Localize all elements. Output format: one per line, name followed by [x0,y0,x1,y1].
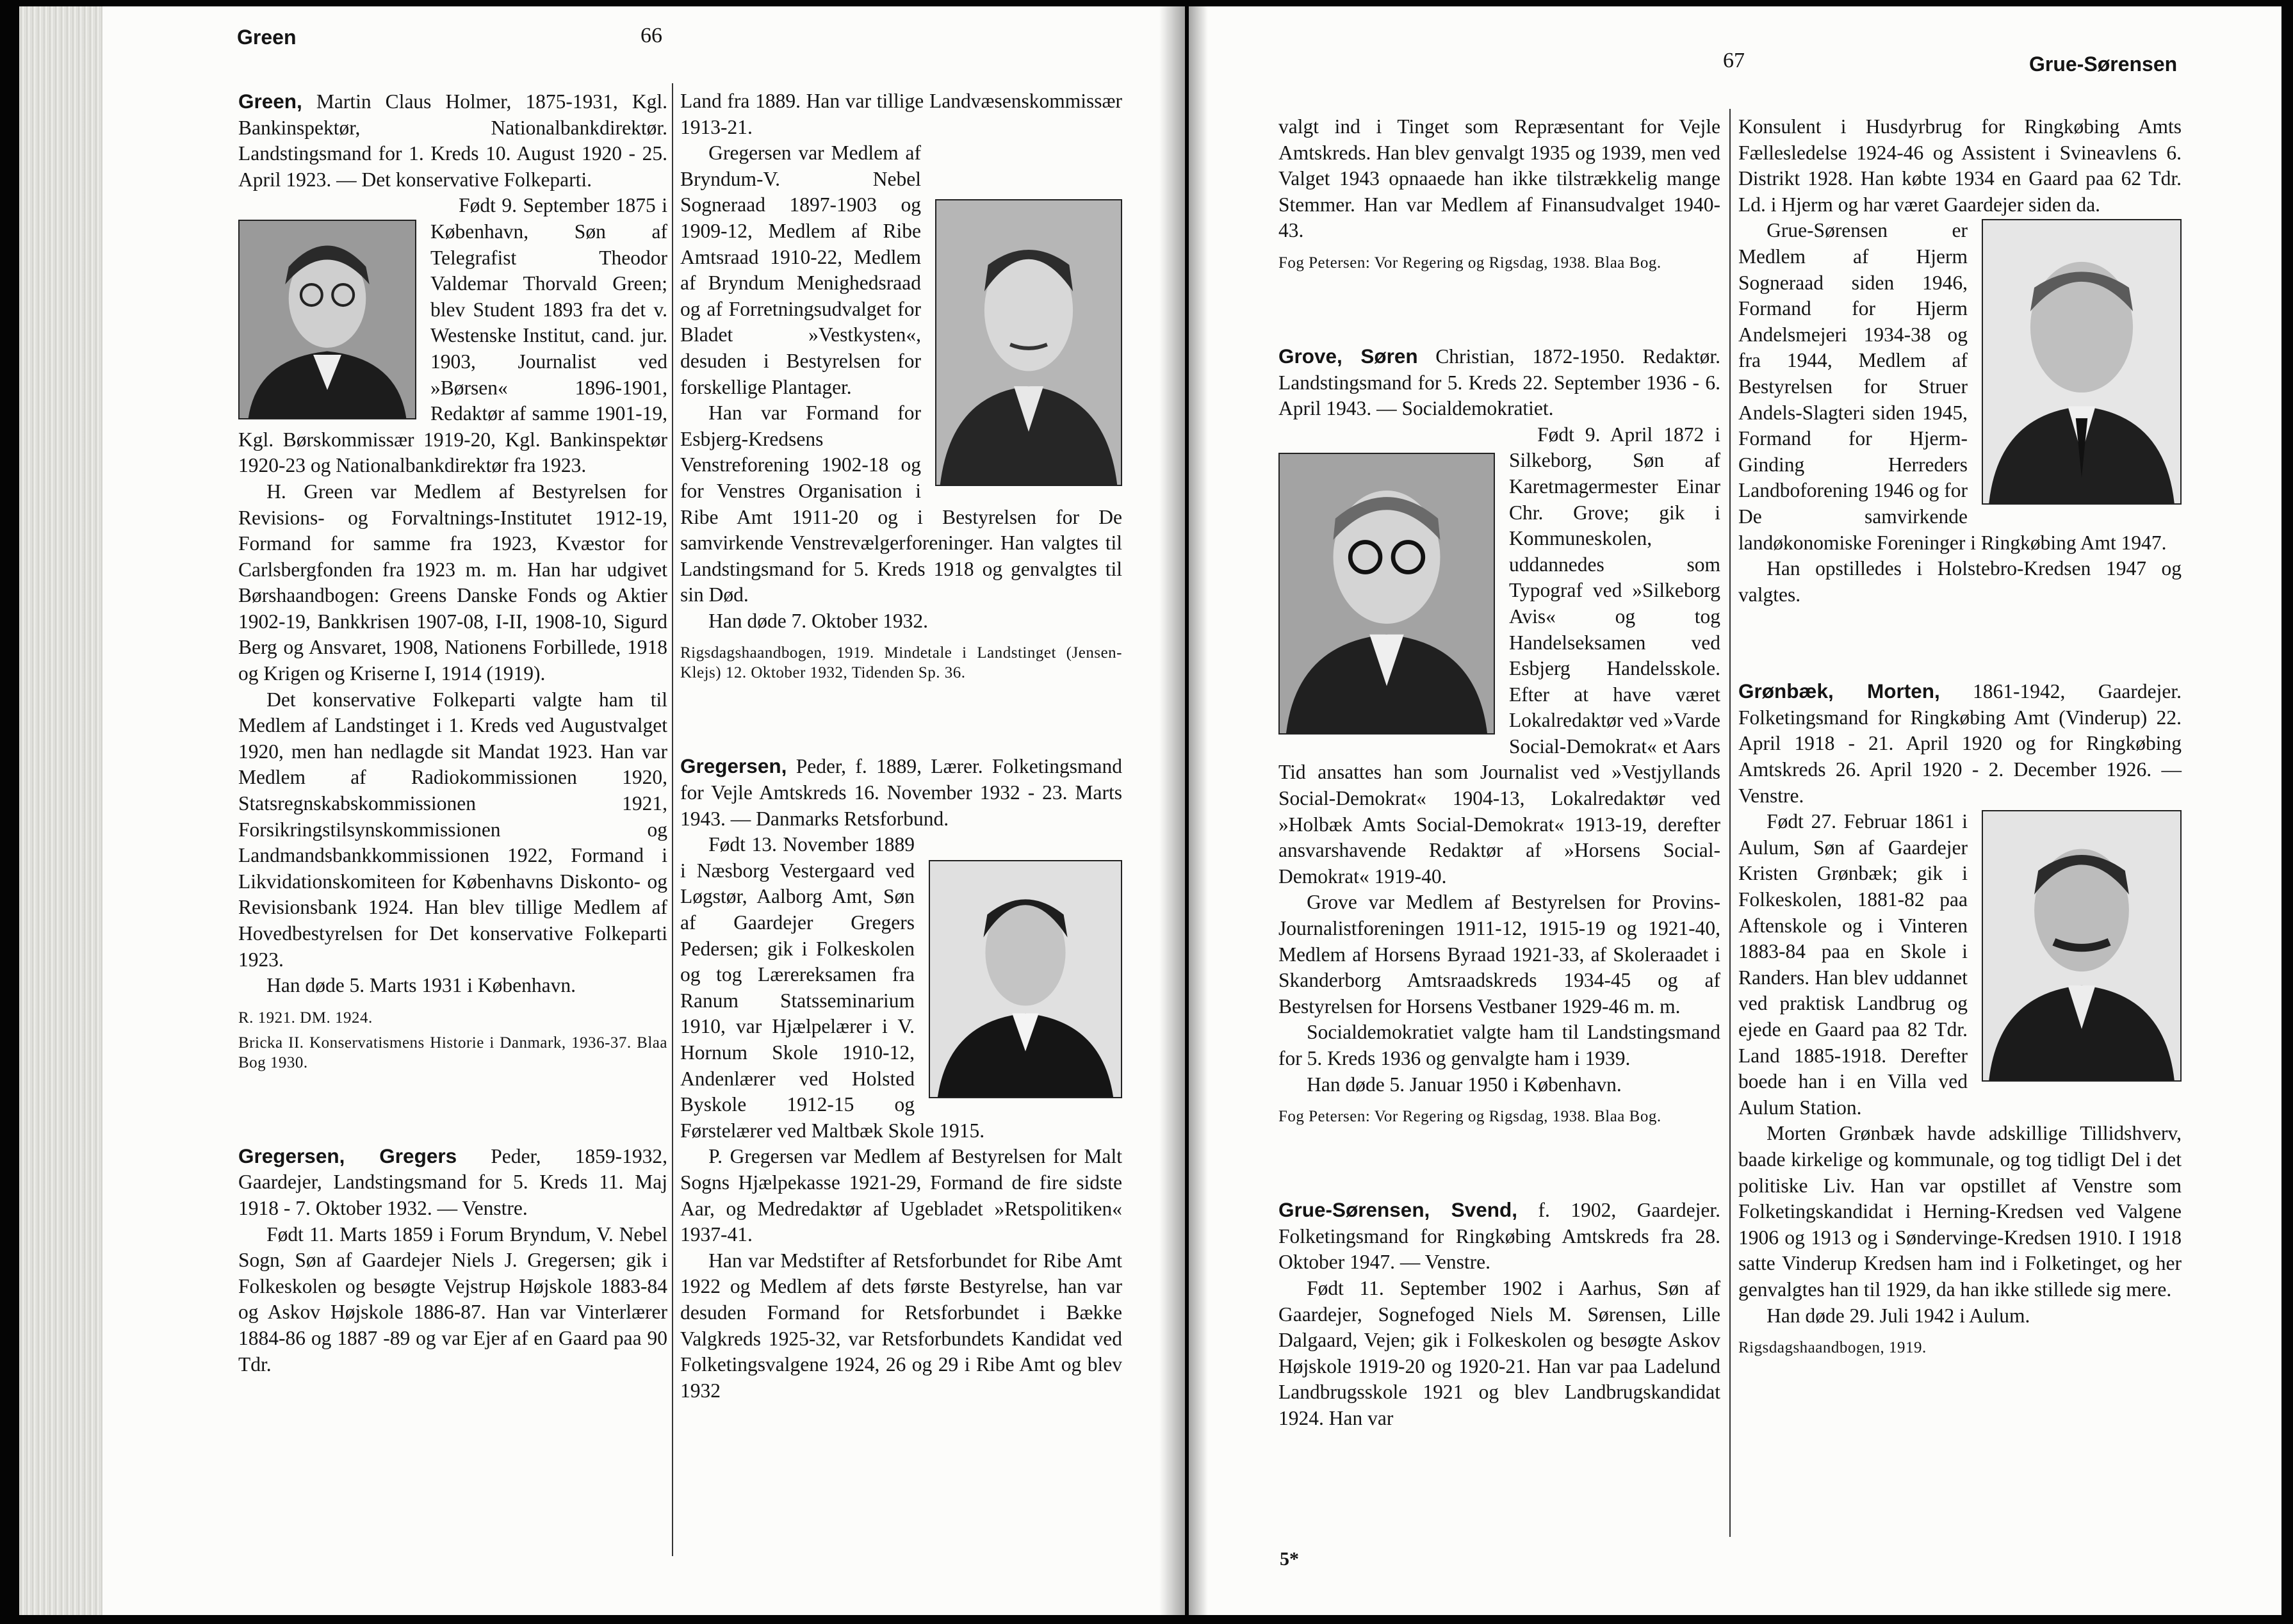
entry-green-text: Født 9. September 1875 i København, Søn af Telegrafist Theodor Valdemar Thorvald Green; blev Student 1893 fra det v. Westenske Institut, cand. jur. 1903, Journalist ved »Børsen« 1896-1901, Redaktør af samme 1901-19, Kgl. Børskommissær 1919-20, Kgl. Bankinspektør 1920-23 og Nationalbankdirektør fra 1923. [238,194,667,477]
source-line: Fog Petersen: Vor Regering og Rigsdag, 1938. Blaa Bog. [1278,254,1661,272]
source-line: Rigsdagshaandbogen, 1919. Mindetale i Landstinget (Jensen-Klejs) 12. Oktober 1932, Tidenden Sp. 36. [680,644,1122,682]
portrait-peder [929,860,1122,1098]
entry-peder-header: Gregersen, Peder, f. 1889, Lærer. Folketingsmand for Vejle Amtskreds 16. November 1932 - 23. Marts 1943. — Danmarks Retsforbund. [680,754,1122,830]
column-rule [1729,109,1731,1537]
running-head: Grue-Sørensen [2029,53,2178,76]
right-page [1189,6,2281,1615]
running-head: Green [237,26,297,49]
column-right-2: Konsulent i Husdyrbrug for Ringkøbing Amts Fællesledelse 1924-46 og Assistent i Svineavlens 6. Distrikt 1928. Han købte 1934 en Gaard paa 62 Tdr. Ld. i Hjerm og har været Gaardejer siden da. Grue-Sørensen er Medlem af Hjerm Sogneraad siden 1946, Formand for Hjerm Andelsmejeri 1934-38 og fra 1944, Medlem af Bestyrelsen for Struer Andels-Slagteri siden 1945, Formand for Hjerm-Ginding Herreders Landboforening 1946 og for De samvirkende landøkonomiske Foreninger i Ringkøbing Amt 1947. Han opstilledes i Holstebro-Kredsen 1947 og valgtes. Grønbæk, Morten, 1861-1942, Gaardejer. Folketingsmand for Ringkøbing Amt (Vinderup) 22. April 1918 - 21. April 1920 og for Ringkøbing Amtskreds 26. April 1920 - 2. December 1926. — Venstre. Født 27. Februar 1861 i Aulum, Søn af Gaardejer Kristen Grønbæk; gik i Folkeskolen, 1881-82 paa Aftenskole og i Vinteren 1883-84 paa en Skole i Randers. Han blev uddannet ved praktisk Landbrug og ejede en Gaard paa 82 Tdr. Land 1885-1918. Derefter boede han i en Villa ved Aulum Station. Morten Grønbæk havde adskillige Tillidshverv, baade kirkelige og kommunale, og tog tidligt Del i det politiske Liv. Han var opstillet af Venstre som Folketingskandidat i Herning-Kredsen ved Valgene 1906 og 1913 og i Søndervinge-Kredsen 1910. I 1918 satte Vinderup Kredsen ham ind i Folketinget, og her genvalgtes han til 1929, da han ikke stillede sig mere. Han døde 29. Juli 1942 i Aulum. Rigsdagshaandbogen, 1919. [1738,115,2182,1357]
portrait-gronbaek [1982,810,2182,1082]
entry-grue-sorensen-header: Grue-Sørensen, Svend, f. 1902, Gaardejer. Folketingsmand for Ringkøbing Amtskreds fra 28. Oktober 1947. — Venstre. [1278,1198,1720,1274]
entry-name: Grønbæk, Morten, [1738,679,1940,703]
column-left-2: Land fra 1889. Han var tillige Landvæsenskommissær 1913-21. Gregersen var Medlem af Bryndum-V. Nebel Sogneraad 1897-1903 og 1909-12, Medlem af Ribe Amtsraad 1910-22, Medlem af Bryndum Menighedsraad og af Forretningsudvalget for Bladet »Vestkysten«, desuden i Bestyrelsen for forskellige Plantager. Han var Formand for Esbjerg-Kredsens Venstreforening 1902-18 og for Venstres Organisation i Ribe Amt 1911-20 og i Bestyrelsen for De samvirkende Venstrevælgerforeninger. Han valgtes til Landstingsmand for 5. Kreds 1918 og genvalgtes til sin Død. Han døde 7. Oktober 1932. Rigsdagshaandbogen, 1919. Mindetale i Landstinget (Jensen-Klejs) 12. Oktober 1932, Tidenden Sp. 36. Gregersen, Peder, f. 1889, Lærer. Folketingsmand for Vejle Amtskreds 16. November 1932 - 23. Marts 1943. — Danmarks Retsforbund. Født 13. November 1889 i Næsborg Vestergaard ved Løgstør, Aalborg Amt, Søn af Gaardejer Gregers Pedersen; gik i Folkeskolen og tog Lærereksamen fra Ranum Statsseminarium 1910, var Hjælpelærer i V. Hornum Skole 1910-12, Andenlærer ved Holsted Byskole 1912-15 og Førstelærer ved Maltbæk Skole 1915. P. Gregersen var Medlem af Bestyrelsen for Malt Sogns Hjælpekasse 1921-29, Formand de fire sidste Aar, og Medredaktør af Ugebladet »Retspolitiken« 1937-41. Han var Medstifter af Retsforbundet for Ribe Amt 1922 og Medlem af dets første Bestyrelse, han var desuden Formand for Retsforbundet i Bække Valgkreds 1925-32, var Retsforbundets Kandidat ved Folketingsvalgene 1924, 26 og 29 i Ribe Amt og blev 1932 [680,90,1122,1402]
entry-grove-text: Født 9. April 1872 i Silkeborg, Søn af Karetmagermester Einar Chr. Grove; gik i Kommuneskolen, uddannedes som Typograf ved »Silkeborg Avis« og tog Handelseksamen ved Esbjerg Handelsskole. Efter at have været Lokalredaktør ved »Varde Social-Demokrat« et Aars Tid ansattes han som Journalist ved »Vestjyllands Social-Demokrat« 1904-13, Lokalredaktør ved »Holbæk Amts Social-Demokrat« 1913-19, derefter ansvarshavende Redaktør af »Horsens Social-Demokrat« 1919-40. [1278,423,1720,888]
entry-peder-text: Født 13. November 1889 i Næsborg Vestergaard ved Løgstør, Aalborg Amt, Søn af Gaardejer Gregers Pedersen; gik i Folkeskolen og tog Lærereksamen fra Ranum Statsseminarium 1910, var Hjælpelærer i V. Hornum Skole 1910-12, Andenlærer ved Holsted Byskole 1912-15 og Førstelærer ved Maltbæk Skole 1915. [680,832,1122,1144]
entry-gronbaek-header: Grønbæk, Morten, 1861-1942, Gaardejer. Folketingsmand for Ringkøbing Amt (Vinderup) 22. April 1918 - 21. April 1920 og for Ringkøbing Amtskreds 26. April 1920 - 2. December 1926. — Venstre. [1738,679,2182,807]
portrait-grove [1278,453,1495,735]
entry-grue-sorensen-text: Grue-Sørensen er Medlem af Hjerm Sogneraad siden 1946, Formand for Hjerm Andelsmejeri 1934-38 og fra 1944, Medlem af Bestyrelsen for Struer Andels-Slagteri siden 1945, Formand for Hjerm-Ginding Herreders Landboforening 1946 og for De samvirkende landøkonomiske Foreninger i Ringkøbing Amt 1947. [1738,218,2182,556]
portrait-grue-sorensen [1982,219,2182,505]
entry-name: Green, [238,90,302,113]
page-number: 67 [1723,49,1745,72]
gutter-shadow [1189,6,1208,1615]
column-rule [672,83,673,1556]
portrait-green [238,220,416,419]
entry-name: Grue-Sørensen, Svend, [1278,1198,1517,1222]
entry-name: Gregersen, [680,754,787,778]
source-line: Rigsdagshaandbogen, 1919. [1738,1339,1927,1357]
entry-grove-header: Grove, Søren Christian, 1872-1950. Redaktør. Landstingsmand for 5. Kreds 22. September 1936 - 6. April 1943. — Socialdemokratiet. [1278,344,1720,420]
source-line: R. 1921. DM. 1924. [238,1009,373,1027]
page-edges [19,6,102,1615]
column-left-1: Green, Martin Claus Holmer, 1875-1931, Kgl. Bankinspektør, Nationalbankdirektør. Landstingsmand for 1. Kreds 10. August 1920 - 25. April 1923. — Det konservative Folkeparti. Født 9. September 1875 i København, Søn af Telegrafist Theodor Valdemar Thorvald Green; blev Student 1893 fra det v. Westenske Institut, cand. jur. 1903, Journalist ved »Børsen« 1896-1901, Redaktør af samme 1901-19, Kgl. Børskommissær 1919-20, Kgl. Bankinspektør 1920-23 og Nationalbankdirektør fra 1923. H. Green var Medlem af Bestyrelsen for Revisions- og Forvaltnings-Institutet 1912-19, Formand for samme fra 1923, Kvæstor for Carlsbergfonden fra 1923 m. m. Han har udgivet Børshaandbogen: Greens Danske Fonds og Aktier 1902-19, Bankkrisen 1907-08, I-II, 1908-10, Sigurd Berg og Ansvaret, 1908, Nationens Forbillede, 1918 og Krigen og Kriserne I, 1914 (1919). Det konservative Folkeparti valgte ham til Medlem af Landstinget i 1. Kreds ved Augustvalget 1920, men han nedlagde sit Mandat 1923. Han var Medlem af Radiokommissionen 1920, Statsregnskabskommissionen 1921, Forsikringstilsynskommissionen og Landmandsbankkommissionen 1922, Formand i Likvidationskomiteen for Københavns Diskonto- og Revisionsbank 1924. Han blev tillige Medlem af Hovedbestyrelsen for Det konservative Folkeparti 1923. Han døde 5. Marts 1931 i København. R. 1921. DM. 1924. Bricka II. Konservatismens Historie i Danmark, 1936-37. Blaa Bog 1930. Gregersen, Gregers Peder, 1859-1932, Gaardejer, Landstingsmand for 5. Kreds 11. Maj 1918 - 7. Oktober 1932. — Venstre. Født 11. Marts 1859 i Forum Bryndum, V. Nebel Sogn, Søn af Gaardejer Niels J. Gregersen; gik i Folkeskolen og besøgte Vejstrup Højskole 1883-84 og Askov Højskole 1886-87. Han var Vinterlærer 1884-86 og 1887 -89 og var Ejer af en Gaard paa 90 Tdr. [238,90,668,1376]
entry-gregers-text: Gregersen var Medlem af Bryndum-V. Nebel Sogneraad 1897-1903 og 1909-12, Medlem af Ribe Amtsraad 1910-22, Medlem af Bryndum Menighedsraad og af Forretningsudvalget for Bladet »Vestkysten«, desuden i Bestyrelsen for forskellige Plantager. [680,140,1122,400]
left-page [19,6,1185,1615]
entry-name: Grove, Søren [1278,344,1418,368]
entry-gregers-header: Gregersen, Gregers Peder, 1859-1932, Gaardejer, Landstingsmand for 5. Kreds 11. Maj 1918 - 7. Oktober 1932. — Venstre. [238,1144,668,1219]
page-number: 66 [641,24,662,47]
entry-name: Gregersen, Gregers [238,1144,457,1167]
gutter-shadow [1159,6,1185,1615]
entry-green-header: Green, Martin Claus Holmer, 1875-1931, Kgl. Bankinspektør, Nationalbankdirektør. Landstingsmand for 1. Kreds 10. August 1920 - 25. April 1923. — Det konservative Folkeparti. [238,90,667,191]
portrait-gregers [935,199,1122,486]
source-line: Fog Petersen: Vor Regering og Rigsdag, 1938. Blaa Bog. [1278,1108,1661,1126]
source-line: Bricka II. Konservatismens Historie i Danmark, 1936-37. Blaa Bog 1930. [238,1034,667,1071]
signature-mark: 5* [1280,1548,1299,1570]
column-right-1: valgt ind i Tinget som Repræsentant for Vejle Amtskreds. Han blev genvalgt 1935 og 1939, men ved Valget 1943 opnaaede han ikke tilstrækkelig mange Stemmer. Han var Medlem af Finansudvalget 1940-43. Fog Petersen: Vor Regering og Rigsdag, 1938. Blaa Bog. Grove, Søren Christian, 1872-1950. Redaktør. Landstingsmand for 5. Kreds 22. September 1936 - 6. April 1943. — Socialdemokratiet. Født 9. April 1872 i Silkeborg, Søn af Karetmagermester Einar Chr. Grove; gik i Kommuneskolen, uddannedes som Typograf ved »Silkeborg Avis« og tog Handelseksamen ved Esbjerg Handelsskole. Efter at have været Lokalredaktør ved »Varde Social-Demokrat« et Aars Tid ansattes han som Journalist ved »Vestjyllands Social-Demokrat« 1904-13, Lokalredaktør ved »Holbæk Amts Social-Demokrat« 1913-19, derefter ansvarshavende Redaktør af »Horsens Social-Demokrat« 1919-40. Grove var Medlem af Bestyrelsen for Provins-Journalistforeningen 1911-12, 1915-19 og 1921-40, Medlem af Horsens Byraad 1921-33, af Skoleraadet i Skanderborg Amtsraadskreds 1934-45 og af Bestyrelsen for Horsens Vestbaner 1929-46 m. m. Socialdemokratiet valgte ham til Landstingsmand for 5. Kreds 1936 og genvalgte ham i 1939. Han døde 5. Januar 1950 i København. Fog Petersen: Vor Regering og Rigsdag, 1938. Blaa Bog. Grue-Sørensen, Svend, f. 1902, Gaardejer. Folketingsmand for Ringkøbing Amtskreds fra 28. Oktober 1947. — Venstre. Født 11. September 1902 i Aarhus, Søn af Gaardejer, Sognefoged Niels M. Sørensen, Lille Dalgaard, Vejen; gik i Folkeskolen og besøgte Askov Højskole 1919-20 og 1920-21. Han var paa Ladelund Landbrugsskole 1921 og blev Landbrugskandidat 1924. Han var [1278,115,1720,1429]
entry-gronbaek-text: Født 27. Februar 1861 i Aulum, Søn af Gaardejer Kristen Grønbæk; gik i Folkeskolen, 1881-82 paa Aftenskole og i Vinteren 1883-84 paa en Skole i Randers. Han blev uddannet ved praktisk Landbrug og ejede en Gaard paa 82 Tdr. Land 1885-1918. Derefter boede han i en Villa ved Aulum Station. [1738,809,2182,1121]
